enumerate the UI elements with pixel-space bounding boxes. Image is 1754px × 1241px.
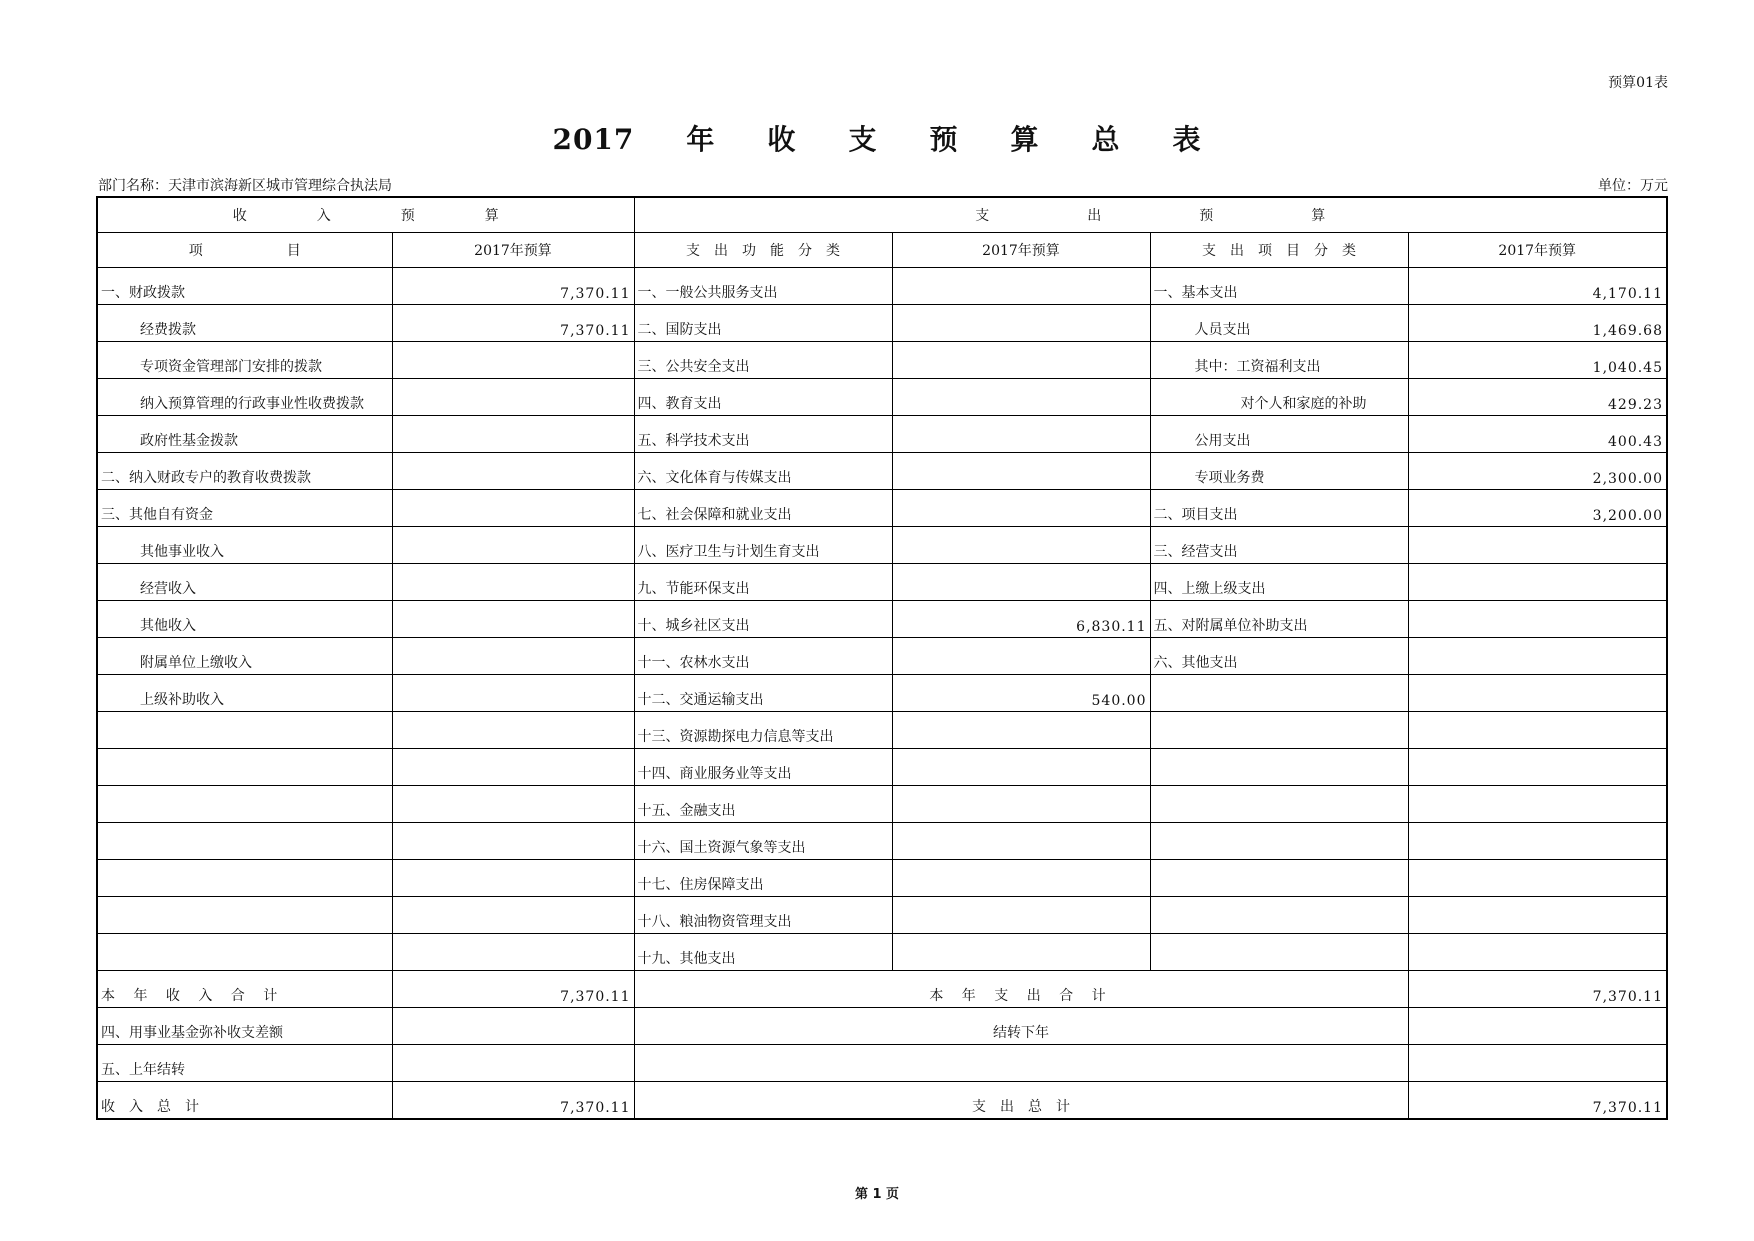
table-row (97, 453, 1667, 490)
expense-value-cell (1408, 897, 1667, 934)
total-row (97, 1045, 1667, 1082)
income-item-cell: 三、其他自有资金 (97, 490, 392, 527)
income-value-cell (392, 342, 634, 379)
expense-group-header: 支 出 预 算 (634, 197, 1667, 233)
expense-value-cell (1408, 675, 1667, 712)
income-value-cell (392, 638, 634, 675)
expense-value-cell: 400.43 (1408, 416, 1667, 453)
table-row (97, 379, 1667, 416)
function-item-cell: 十四、商业服务业等支出 (634, 749, 892, 786)
total-expense-label: 本 年 支 出 合 计 (634, 971, 1408, 1008)
income-value-cell (392, 379, 634, 416)
income-value-cell (392, 712, 634, 749)
function-item-cell: 十一、农林水支出 (634, 638, 892, 675)
income-item-cell (97, 897, 392, 934)
title-char: 预 (929, 123, 959, 156)
expense-value-cell (1408, 860, 1667, 897)
header-group-row (97, 197, 1667, 233)
income-item-cell: 经营收入 (97, 564, 392, 601)
expense-value-cell (1408, 601, 1667, 638)
income-value-cell (392, 490, 634, 527)
table-body (97, 268, 1667, 971)
title-char: 算 (1010, 123, 1040, 156)
income-item-cell (97, 749, 392, 786)
income-value-cell: 7,370.11 (392, 305, 634, 342)
function-value-cell (892, 712, 1150, 749)
expense-item-cell (1150, 934, 1408, 971)
table-row (97, 823, 1667, 860)
total-income-label: 五、上年结转 (97, 1045, 392, 1082)
table-row (97, 416, 1667, 453)
function-item-cell: 十七、住房保障支出 (634, 860, 892, 897)
col-item-header: 项 目 (97, 233, 392, 268)
expense-item-cell: 六、其他支出 (1150, 638, 1408, 675)
income-value-cell (392, 749, 634, 786)
total-row (97, 1008, 1667, 1045)
function-item-cell: 十三、资源勘探电力信息等支出 (634, 712, 892, 749)
function-value-cell: 540.00 (892, 675, 1150, 712)
col-exp-item-header: 支 出 项 目 分 类 (1150, 233, 1408, 268)
income-item-cell (97, 934, 392, 971)
function-value-cell (892, 416, 1150, 453)
table-row (97, 675, 1667, 712)
expense-item-cell (1150, 897, 1408, 934)
form-code: 预算01表 (1608, 75, 1668, 91)
expense-item-cell: 三、经营支出 (1150, 527, 1408, 564)
table-row (97, 342, 1667, 379)
total-expense-label: 结转下年 (634, 1008, 1408, 1045)
income-item-cell: 政府性基金拨款 (97, 416, 392, 453)
income-item-cell (97, 712, 392, 749)
table-row (97, 305, 1667, 342)
department-name: 部门名称：天津市滨海新区城市管理综合执法局 (98, 178, 392, 194)
income-value-cell (392, 823, 634, 860)
income-item-cell: 其他事业收入 (97, 527, 392, 564)
table-row (97, 749, 1667, 786)
title-char: 年 (686, 123, 716, 156)
title-char: 2017 (552, 123, 635, 156)
income-item-cell: 经费拨款 (97, 305, 392, 342)
expense-item-cell: 公用支出 (1150, 416, 1408, 453)
total-expense-value (1408, 1045, 1667, 1082)
function-item-cell: 三、公共安全支出 (634, 342, 892, 379)
grand-income-label: 收 入 总 计 (97, 1082, 392, 1120)
income-group-header: 收 入 预 算 (97, 197, 634, 233)
income-value-cell (392, 897, 634, 934)
income-item-cell: 二、纳入财政专户的教育收费拨款 (97, 453, 392, 490)
unit-label: 单位：万元 (1598, 178, 1668, 194)
expense-item-cell: 专项业务费 (1150, 453, 1408, 490)
expense-item-cell (1150, 749, 1408, 786)
expense-value-cell: 429.23 (1408, 379, 1667, 416)
title-char: 总 (1091, 123, 1121, 156)
function-item-cell: 九、节能环保支出 (634, 564, 892, 601)
income-item-cell: 专项资金管理部门安排的拨款 (97, 342, 392, 379)
table-row (97, 601, 1667, 638)
table-row (97, 934, 1667, 971)
function-item-cell: 十八、粮油物资管理支出 (634, 897, 892, 934)
expense-value-cell: 3,200.00 (1408, 490, 1667, 527)
function-item-cell: 二、国防支出 (634, 305, 892, 342)
function-item-cell: 十六、国土资源气象等支出 (634, 823, 892, 860)
table-row (97, 638, 1667, 675)
expense-item-cell: 一、基本支出 (1150, 268, 1408, 305)
expense-value-cell: 1,040.45 (1408, 342, 1667, 379)
function-value-cell (892, 490, 1150, 527)
grand-income-value: 7,370.11 (392, 1082, 634, 1120)
function-item-cell: 七、社会保障和就业支出 (634, 490, 892, 527)
grand-expense-label: 支 出 总 计 (634, 1082, 1408, 1120)
function-item-cell: 十、城乡社区支出 (634, 601, 892, 638)
function-item-cell: 六、文化体育与传媒支出 (634, 453, 892, 490)
expense-value-cell (1408, 564, 1667, 601)
function-value-cell (892, 897, 1150, 934)
title-char: 支 (848, 123, 878, 156)
expense-value-cell: 1,469.68 (1408, 305, 1667, 342)
col-budget2-header: 2017年预算 (892, 233, 1150, 268)
expense-value-cell: 4,170.11 (1408, 268, 1667, 305)
income-value-cell (392, 527, 634, 564)
table-row (97, 490, 1667, 527)
expense-item-cell (1150, 675, 1408, 712)
total-income-label: 本 年 收 入 合 计 (97, 971, 392, 1008)
table-row (97, 786, 1667, 823)
function-value-cell (892, 749, 1150, 786)
income-item-cell (97, 786, 392, 823)
grand-total-row (97, 1082, 1667, 1120)
expense-value-cell (1408, 638, 1667, 675)
expense-item-cell (1150, 860, 1408, 897)
table-row (97, 860, 1667, 897)
expense-item-cell (1150, 823, 1408, 860)
expense-value-cell (1408, 712, 1667, 749)
function-item-cell: 五、科学技术支出 (634, 416, 892, 453)
col-budget3-header: 2017年预算 (1408, 233, 1667, 268)
page-number: 第 1 页 (854, 1187, 900, 1202)
function-value-cell (892, 786, 1150, 823)
expense-value-cell (1408, 934, 1667, 971)
expense-value-cell: 2,300.00 (1408, 453, 1667, 490)
expense-value-cell (1408, 527, 1667, 564)
function-value-cell (892, 379, 1150, 416)
total-income-label: 四、用事业基金弥补收支差额 (97, 1008, 392, 1045)
expense-item-cell: 二、项目支出 (1150, 490, 1408, 527)
total-row (97, 971, 1667, 1008)
income-value-cell (392, 934, 634, 971)
function-item-cell: 十九、其他支出 (634, 934, 892, 971)
income-item-cell: 附属单位上缴收入 (97, 638, 392, 675)
income-item-cell (97, 860, 392, 897)
function-value-cell (892, 638, 1150, 675)
total-expense-label (634, 1045, 1408, 1082)
total-income-value: 7,370.11 (392, 971, 634, 1008)
col-budget-header: 2017年预算 (392, 233, 634, 268)
table-row (97, 897, 1667, 934)
total-income-value (392, 1008, 634, 1045)
function-value-cell (892, 860, 1150, 897)
expense-item-cell: 五、对附属单位补助支出 (1150, 601, 1408, 638)
function-item-cell: 十二、交通运输支出 (634, 675, 892, 712)
income-item-cell: 纳入预算管理的行政事业性收费拨款 (97, 379, 392, 416)
table-row (97, 712, 1667, 749)
expense-item-cell: 人员支出 (1150, 305, 1408, 342)
function-item-cell: 四、教育支出 (634, 379, 892, 416)
income-item-cell (97, 823, 392, 860)
title-char: 表 (1172, 123, 1202, 156)
grand-expense-value: 7,370.11 (1408, 1082, 1667, 1120)
total-expense-value (1408, 1008, 1667, 1045)
expense-item-cell: 四、上缴上级支出 (1150, 564, 1408, 601)
income-item-cell: 上级补助收入 (97, 675, 392, 712)
function-value-cell (892, 453, 1150, 490)
income-value-cell (392, 453, 634, 490)
expense-value-cell (1408, 786, 1667, 823)
table-row (97, 527, 1667, 564)
expense-item-cell: 其中：工资福利支出 (1150, 342, 1408, 379)
table-row (97, 268, 1667, 305)
income-value-cell (392, 601, 634, 638)
income-value-cell (392, 675, 634, 712)
function-value-cell: 6,830.11 (892, 601, 1150, 638)
title-char: 收 (767, 123, 797, 156)
budget-table (96, 196, 1668, 1120)
total-income-value (392, 1045, 634, 1082)
header-column-row (97, 233, 1667, 268)
function-value-cell (892, 564, 1150, 601)
function-value-cell (892, 934, 1150, 971)
income-value-cell (392, 416, 634, 453)
total-expense-value: 7,370.11 (1408, 971, 1667, 1008)
income-item-cell: 其他收入 (97, 601, 392, 638)
expense-item-cell (1150, 786, 1408, 823)
expense-item-cell (1150, 712, 1408, 749)
function-value-cell (892, 823, 1150, 860)
expense-value-cell (1408, 749, 1667, 786)
expense-value-cell (1408, 823, 1667, 860)
function-value-cell (892, 527, 1150, 564)
function-item-cell: 八、医疗卫生与计划生育支出 (634, 527, 892, 564)
page-title (0, 118, 1754, 158)
income-value-cell (392, 860, 634, 897)
income-item-cell: 一、财政拨款 (97, 268, 392, 305)
function-value-cell (892, 342, 1150, 379)
col-func-header: 支 出 功 能 分 类 (634, 233, 892, 268)
expense-item-cell: 对个人和家庭的补助 (1150, 379, 1408, 416)
table-row (97, 564, 1667, 601)
function-value-cell (892, 268, 1150, 305)
income-value-cell: 7,370.11 (392, 268, 634, 305)
function-value-cell (892, 305, 1150, 342)
function-item-cell: 一、一般公共服务支出 (634, 268, 892, 305)
income-value-cell (392, 786, 634, 823)
function-item-cell: 十五、金融支出 (634, 786, 892, 823)
income-value-cell (392, 564, 634, 601)
